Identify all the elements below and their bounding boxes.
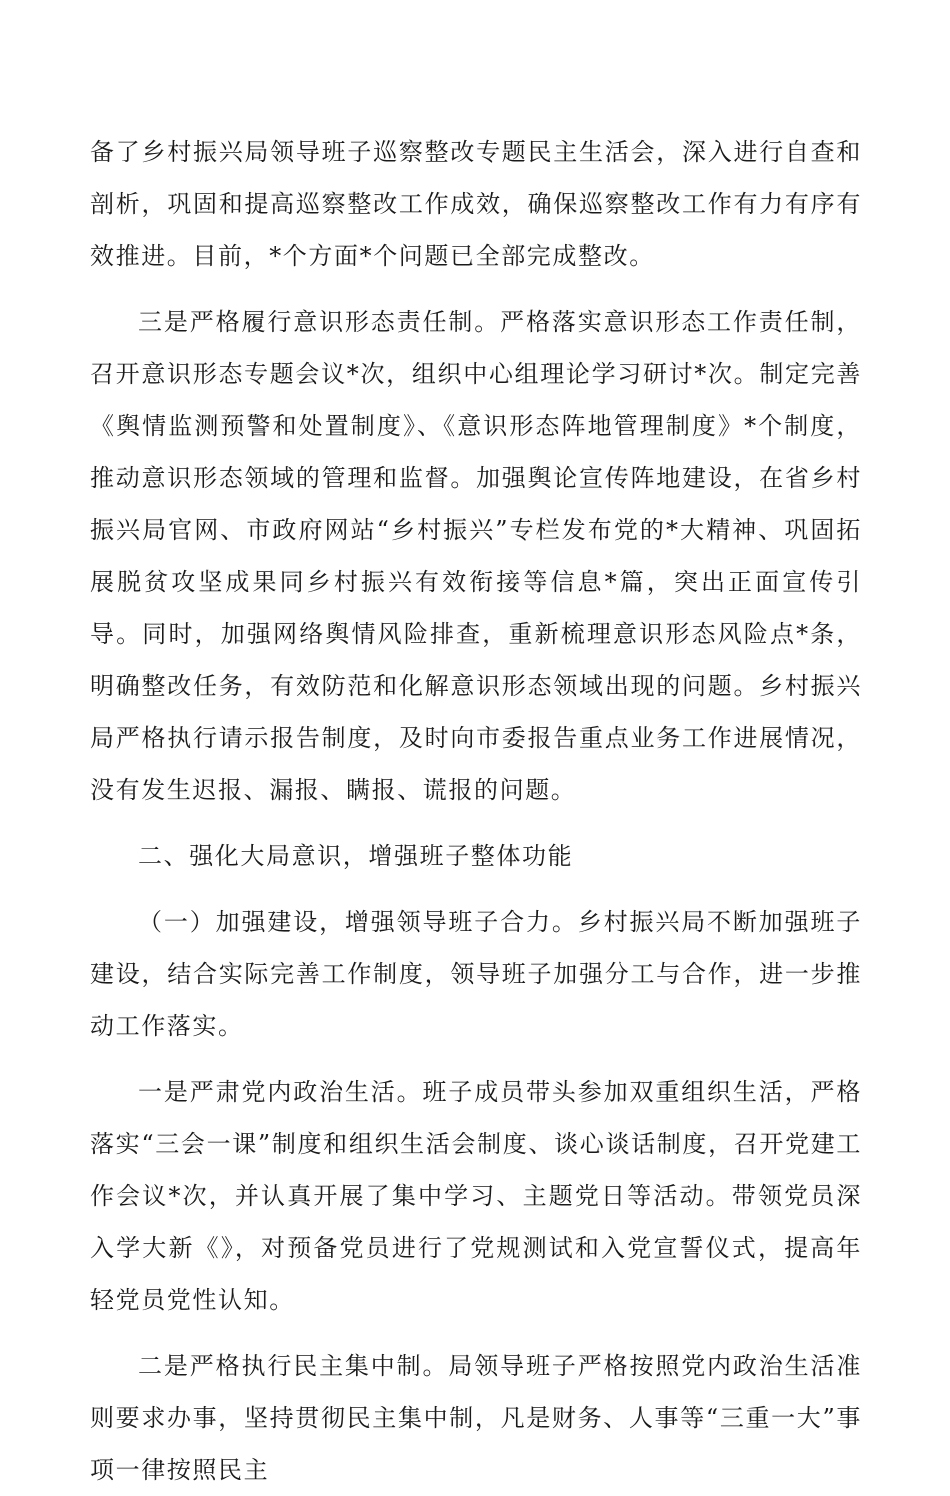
- paragraph-democratic-centralism: 二是严格执行民主集中制。局领导班子严格按照党内政治生活准则要求办事，坚持贯彻民主集中制，凡是财务、人事等“三重一大”事项一律按照民主: [90, 1352, 862, 1484]
- paragraph-rectification-summary: 备了乡村振兴局领导班子巡察整改专题民主生活会，深入进行自查和剖析，巩固和提高巡察整改工作成效，确保巡察整改工作有力有序有效推进。目前，*个方面*个问题已全部完成整改。: [90, 138, 862, 270]
- section-heading-overall-awareness: 二、强化大局意识，增强班子整体功能: [138, 842, 574, 870]
- paragraph-leadership-cohesion: （一）加强建设，增强领导班子合力。乡村振兴局不断加强班子建设，结合实际完善工作制度，领导班子加强分工与合作，进一步推动工作落实。: [90, 908, 862, 1040]
- paragraph-ideology-responsibility: 三是严格履行意识形态责任制。严格落实意识形态工作责任制，召开意识形态专题会议*次，组织中心组理论学习研讨*次。制定完善《舆情监测预警和处置制度》、《意识形态阵地管理制度》*个制度，推动意识形态领域的管理和监督。加强舆论宣传阵地建设，在省乡村振兴局官网、市政府网站“乡村振兴”专栏发布党的*大精神、巩固拓展脱贫攻坚成果同乡村振兴有效衔接等信息*篇，突出正面宣传引导。同时，加强网络舆情风险排查，重新梳理意识形态风险点*条，明确整改任务，有效防范和化解意识形态领域出现的问题。乡村振兴局严格执行请示报告制度，及时向市委报告重点业务工作进展情况，没有发生迟报、漏报、瞒报、谎报的问题。: [90, 308, 862, 804]
- document-body: [90, 126, 862, 1496]
- paragraph-party-political-life: 一是严肃党内政治生活。班子成员带头参加双重组织生活，严格落实“三会一课”制度和组织生活会制度、谈心谈话制度，召开党建工作会议*次，并认真开展了集中学习、主题党日等活动。带领党员深入学大新《》，对预备党员进行了党规测试和入党宣誓仪式，提高年轻党员党性认知。: [90, 1078, 862, 1314]
